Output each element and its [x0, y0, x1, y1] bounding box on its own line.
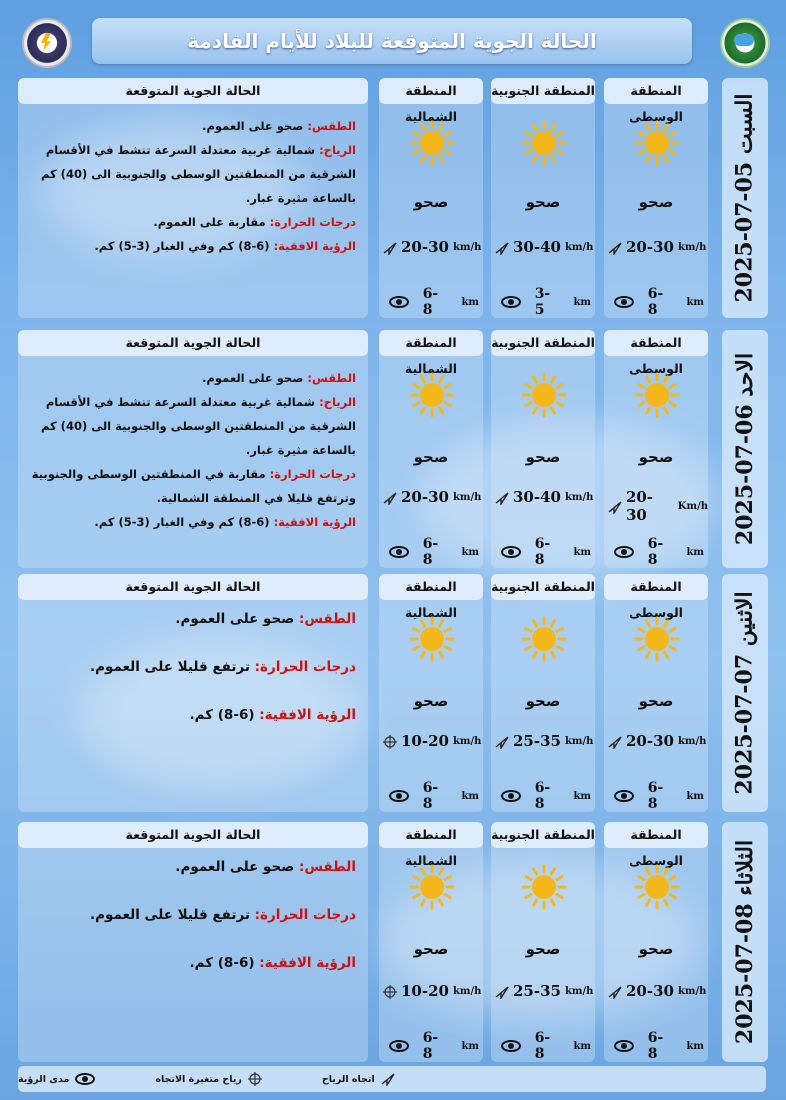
weather-condition: صحو [638, 692, 674, 710]
wind-unit: km/h [677, 735, 707, 747]
region-card [491, 574, 595, 812]
visibility-range [614, 286, 704, 318]
wind-value: 30-40 [513, 238, 561, 256]
summary-line [28, 510, 356, 534]
summary-text [28, 856, 356, 1000]
eye-icon [614, 790, 634, 802]
visibility-unit: km [686, 546, 704, 558]
wind-unit: km/h [452, 491, 482, 503]
sunny-icon [409, 864, 455, 910]
summary-text [28, 608, 356, 752]
summary-label: درجات الحرارة: [269, 467, 356, 481]
summary-label: الطقس: [307, 119, 356, 133]
eye-icon [614, 296, 634, 308]
summary-line [28, 952, 356, 974]
summary-value: صحو على العموم. [202, 119, 308, 133]
wind-speed [383, 732, 483, 750]
region-card [604, 330, 708, 568]
weather-condition: صحو [413, 692, 449, 710]
legend-label: رياح متغيرة الاتجاه [155, 1073, 242, 1085]
visibility-value: 3-5 [534, 286, 551, 318]
sunny-icon [409, 120, 455, 166]
wind-value: 10-20 [401, 982, 449, 1000]
eye-icon [389, 1040, 409, 1052]
summary-value: صحو على العموم. [175, 859, 299, 875]
wind-value: 25-35 [513, 982, 561, 1000]
summary-line [28, 856, 356, 878]
sunny-icon [409, 372, 455, 418]
forecast-summary [18, 574, 368, 812]
forecast-summary [18, 78, 368, 318]
variable-wind-icon [383, 984, 397, 998]
wind-direction-icon [608, 984, 622, 998]
region-card [491, 78, 595, 318]
summary-label: درجات الحرارة: [269, 215, 356, 229]
visibility-unit: km [461, 1040, 479, 1052]
summary-line [28, 138, 356, 210]
wind-value: 20-30 [401, 238, 449, 256]
eye-icon [614, 1040, 634, 1052]
wind-speed [608, 238, 708, 256]
wind-speed [383, 488, 483, 506]
visibility-value: 6-8 [647, 536, 664, 568]
eye-icon [75, 1073, 95, 1085]
wind-direction-icon [608, 499, 622, 513]
date-column [722, 574, 768, 812]
weather-condition: صحو [525, 940, 561, 958]
summary-line [28, 656, 356, 678]
summary-label: الرؤية الافقية: [273, 239, 356, 253]
legend-item [322, 1072, 395, 1086]
sunny-icon [521, 372, 567, 418]
visibility-unit: km [461, 546, 479, 558]
summary-value: شمالية غربية معتدلة السرعة تنشط في الأقسام الشرقية من المنطقتين الوسطى والجنوبية الى (40) كم بالساعة مثيرة غبار. [40, 143, 356, 205]
visibility-unit: km [573, 1040, 591, 1052]
wind-speed [495, 732, 595, 750]
summary-value: ترتفع قليلا على العموم. [90, 907, 255, 923]
visibility-unit: km [686, 296, 704, 308]
region-card [379, 822, 483, 1062]
wind-unit: km/h [564, 241, 594, 253]
region-name: المنطقة الجنوبية [491, 330, 595, 356]
visibility-range [614, 536, 704, 568]
legend-item [155, 1072, 262, 1086]
visibility-range [389, 536, 479, 568]
summary-label: الطقس: [298, 611, 356, 627]
summary-line [28, 114, 356, 138]
day-row [14, 78, 770, 318]
day-row [14, 822, 770, 1062]
wind-direction-icon [495, 984, 509, 998]
wind-direction-icon [381, 1072, 395, 1086]
wind-speed [608, 732, 708, 750]
region-name: المنطقة الجنوبية [491, 822, 595, 848]
wind-unit: km/h [677, 985, 707, 997]
region-card [379, 330, 483, 568]
forecast-summary [18, 822, 368, 1062]
region-name: المنطقة الشمالية [379, 330, 483, 356]
forecast-date: 2025-07-05 السبت [732, 93, 759, 303]
visibility-range [501, 780, 591, 812]
wind-value: 25-35 [513, 732, 561, 750]
forecast-page [14, 8, 770, 1094]
summary-title: الحالة الجوية المتوقعة [18, 78, 368, 104]
wind-speed [495, 238, 595, 256]
legend-label: اتجاه الرياح [321, 1073, 375, 1085]
eye-icon [501, 790, 521, 802]
visibility-value: 6-8 [647, 1030, 664, 1062]
summary-label: الرؤية الافقية: [273, 515, 356, 529]
summary-line [28, 366, 356, 390]
summary-value: (6-8) كم وفي الغبار (3-5) كم. [94, 515, 274, 529]
summary-line [28, 210, 356, 234]
region-card [491, 330, 595, 568]
region-name: المنطقة الشمالية [379, 574, 483, 600]
region-name: المنطقة الشمالية [379, 78, 483, 104]
summary-title: الحالة الجوية المتوقعة [18, 574, 368, 600]
region-card [379, 574, 483, 812]
visibility-value: 6-8 [534, 1030, 551, 1062]
wind-speed [608, 488, 708, 524]
summary-title: الحالة الجوية المتوقعة [18, 330, 368, 356]
visibility-value: 6-8 [422, 286, 439, 318]
summary-value: مقاربة في المنطقتين الوسطى والجنوبية وترتفع قليلا في المنطقة الشمالية. [31, 467, 356, 505]
sunny-icon [409, 616, 455, 662]
visibility-value: 6-8 [422, 1030, 439, 1062]
sunny-icon [634, 864, 680, 910]
region-name: المنطقة الشمالية [379, 822, 483, 848]
wind-unit: km/h [677, 241, 707, 253]
region-name: المنطقة الوسطى [604, 78, 708, 104]
wind-direction-icon [495, 240, 509, 254]
meteorology-logo [22, 18, 72, 68]
wind-value: 20-30 [625, 488, 654, 524]
summary-line [28, 608, 356, 630]
wind-value: 10-20 [401, 732, 449, 750]
visibility-range [389, 1030, 479, 1062]
wind-unit: km/h [452, 241, 482, 253]
weather-condition: صحو [525, 448, 561, 466]
legend [18, 1066, 766, 1092]
summary-label: الرياح: [319, 143, 356, 157]
summary-label: الرياح: [319, 395, 356, 409]
visibility-range [614, 780, 704, 812]
date-column [722, 822, 768, 1062]
visibility-value: 6-8 [422, 780, 439, 812]
region-name: المنطقة الوسطى [604, 574, 708, 600]
summary-line [28, 462, 356, 510]
visibility-unit: km [686, 1040, 704, 1052]
visibility-range [389, 286, 479, 318]
summary-label: درجات الحرارة: [254, 659, 356, 675]
wind-value: 20-30 [401, 488, 449, 506]
page-title: الحالة الجوية المتوقعة للبلاد للأيام القادمة [92, 18, 692, 64]
visibility-value: 6-8 [647, 286, 664, 318]
forecast-date: 2025-07-07 الاثنين [732, 591, 759, 795]
wind-direction-icon [608, 734, 622, 748]
weather-condition: صحو [638, 448, 674, 466]
wind-speed [495, 488, 595, 506]
wind-direction-icon [383, 240, 397, 254]
region-name: المنطقة الجنوبية [491, 78, 595, 104]
variable-wind-icon [383, 734, 397, 748]
legend-label: مدى الرؤية [18, 1073, 70, 1085]
weather-condition: صحو [525, 193, 561, 211]
wind-unit: km/h [564, 735, 594, 747]
sunny-icon [634, 120, 680, 166]
weather-condition: صحو [413, 448, 449, 466]
legend-item [18, 1073, 95, 1085]
wind-unit: km/h [452, 985, 482, 997]
summary-label: الطقس: [307, 371, 356, 385]
summary-value: (6-8) كم. [189, 955, 260, 971]
visibility-range [501, 1030, 591, 1062]
region-name: المنطقة الوسطى [604, 330, 708, 356]
region-card [491, 822, 595, 1062]
weather-condition: صحو [638, 940, 674, 958]
day-row [14, 330, 770, 568]
visibility-range [389, 780, 479, 812]
visibility-unit: km [461, 790, 479, 802]
visibility-range [614, 1030, 704, 1062]
eye-icon [501, 296, 521, 308]
wind-speed [608, 982, 708, 1000]
sunny-icon [634, 372, 680, 418]
summary-value: صحو على العموم. [175, 611, 299, 627]
summary-value: مقاربة على العموم. [153, 215, 270, 229]
visibility-value: 6-8 [534, 536, 551, 568]
eye-icon [614, 546, 634, 558]
variable-wind-icon [248, 1072, 262, 1086]
visibility-value: 6-8 [422, 536, 439, 568]
forecast-date: 2025-07-06 الاحد [732, 352, 759, 546]
sunny-icon [521, 616, 567, 662]
summary-title: الحالة الجوية المتوقعة [18, 822, 368, 848]
region-card [604, 574, 708, 812]
summary-value: شمالية غربية معتدلة السرعة تنشط في الأقسام الشرقية من المنطقتين الوسطى والجنوبية الى (40) كم بالساعة مثيرة غبار. [40, 395, 356, 457]
weather-condition: صحو [525, 692, 561, 710]
summary-line [28, 234, 356, 258]
summary-label: درجات الحرارة: [254, 907, 356, 923]
summary-label: الرؤية الافقية: [259, 955, 356, 971]
wind-value: 20-30 [626, 732, 674, 750]
summary-text [28, 114, 356, 258]
summary-value: ترتفع قليلا على العموم. [90, 659, 255, 675]
wind-value: 20-30 [626, 238, 674, 256]
region-card [379, 78, 483, 318]
summary-value: صحو على العموم. [202, 371, 308, 385]
wind-direction-icon [495, 734, 509, 748]
sunny-icon [521, 120, 567, 166]
visibility-value: 6-8 [534, 780, 551, 812]
weather-authority-logo [720, 18, 770, 68]
wind-direction-icon [608, 240, 622, 254]
eye-icon [389, 546, 409, 558]
summary-line [28, 904, 356, 926]
sunny-icon [521, 864, 567, 910]
wind-value: 20-30 [626, 982, 674, 1000]
visibility-unit: km [573, 546, 591, 558]
visibility-range [501, 536, 591, 568]
wind-direction-icon [495, 490, 509, 504]
eye-icon [389, 790, 409, 802]
date-column [722, 330, 768, 568]
weather-condition: صحو [413, 193, 449, 211]
region-card [604, 78, 708, 318]
day-row [14, 574, 770, 812]
wind-speed [495, 982, 595, 1000]
region-name: المنطقة الجنوبية [491, 574, 595, 600]
date-column [722, 78, 768, 318]
wind-value: 30-40 [513, 488, 561, 506]
summary-value: (6-8) كم. [189, 707, 260, 723]
region-name: المنطقة الوسطى [604, 822, 708, 848]
weather-condition: صحو [413, 940, 449, 958]
summary-value: (6-8) كم وفي الغبار (3-5) كم. [94, 239, 274, 253]
summary-text [28, 366, 356, 534]
wind-unit: km/h [452, 735, 482, 747]
wind-speed [383, 982, 483, 1000]
summary-line [28, 390, 356, 462]
summary-label: الرؤية الافقية: [259, 707, 356, 723]
forecast-date: 2025-07-08 الثلاثاء [732, 839, 758, 1045]
forecast-summary [18, 330, 368, 568]
visibility-unit: km [686, 790, 704, 802]
visibility-unit: km [461, 296, 479, 308]
visibility-unit: km [573, 790, 591, 802]
visibility-unit: km [573, 296, 591, 308]
eye-icon [501, 1040, 521, 1052]
wind-speed [383, 238, 483, 256]
summary-line [28, 704, 356, 726]
eye-icon [389, 296, 409, 308]
visibility-value: 6-8 [647, 780, 664, 812]
summary-label: الطقس: [298, 859, 356, 875]
sunny-icon [634, 616, 680, 662]
wind-unit: km/h [564, 985, 594, 997]
visibility-range [501, 286, 591, 318]
region-card [604, 822, 708, 1062]
wind-unit: km/h [564, 491, 594, 503]
weather-condition: صحو [638, 193, 674, 211]
wind-direction-icon [383, 490, 397, 504]
eye-icon [501, 546, 521, 558]
wind-unit: Km/h [677, 500, 708, 512]
